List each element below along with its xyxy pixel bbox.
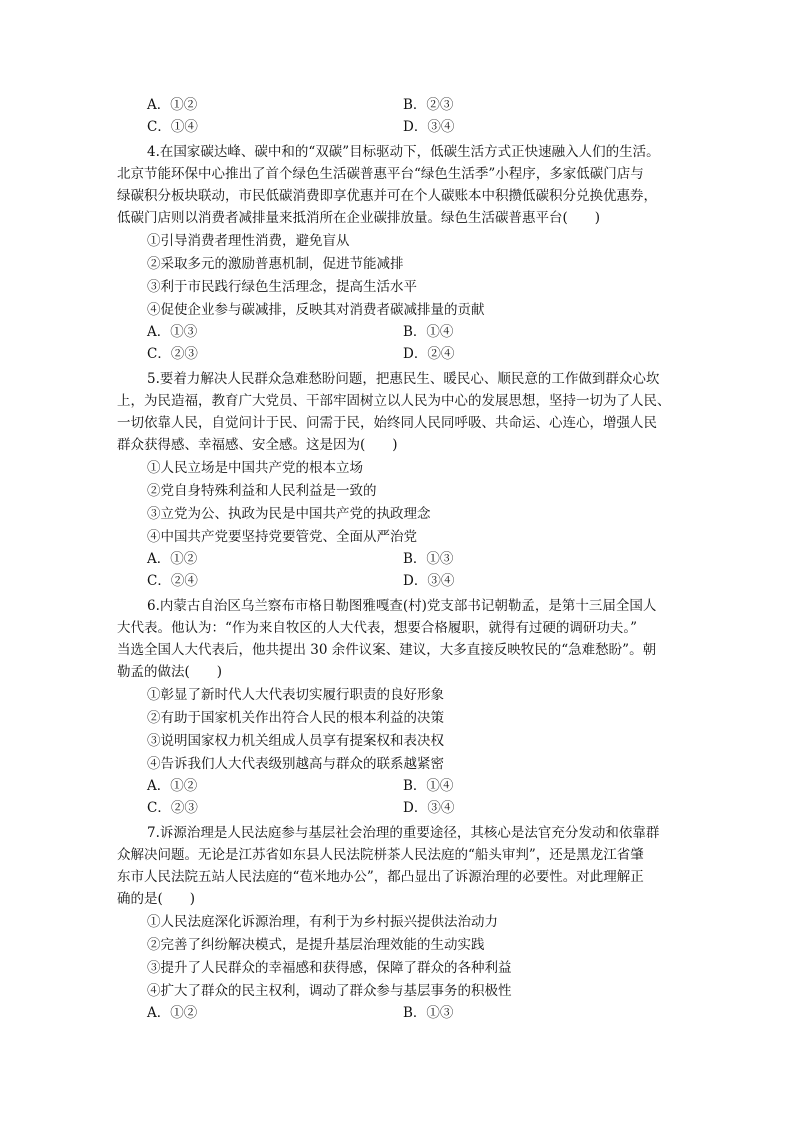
q5-stem-line-2: 上，为民造福，教育广大党员、干部牢固树立以人民为中心的发展思想，坚持一切为了人民、: [117, 393, 671, 409]
q7-option-4: ④扩大了群众的民主权利，调动了群众参与基层事务的积极性: [147, 983, 512, 999]
q6-choice-a: A．①②: [147, 778, 198, 794]
q6-option-2: ②有助于国家机关作出符合人民的根本利益的决策: [147, 710, 444, 726]
q5-option-2: ②党自身特殊利益和人民利益是一致的: [147, 483, 377, 499]
q5-option-4: ④中国共产党要坚持党要管党、全面从严治党: [147, 529, 417, 545]
q7-stem-line-3: 东市人民法院五站人民法庭的“苞米地办公”，都凸显出了诉源治理的必要性。对此理解正: [117, 869, 644, 885]
q7-choice-a: A．①②: [147, 1005, 198, 1021]
q6-choice-c: C．②③: [147, 800, 198, 816]
q6-option-3: ③说明国家权力机关组成人员享有提案权和表决权: [147, 733, 444, 749]
q4-option-3: ③利于市民践行绿色生活理念，提高生活水平: [147, 279, 417, 295]
q5-choice-a: A．①②: [147, 551, 198, 567]
q7-option-1: ①人民法庭深化诉源治理，有利于为乡村振兴提供法治动力: [147, 914, 498, 930]
q7-choice-b: B．①③: [403, 1005, 454, 1021]
q4-choice-a: A．①③: [147, 324, 198, 340]
q5-option-3: ③立党为公、执政为民是中国共产党的执政理念: [147, 506, 431, 522]
q5-option-1: ①人民立场是中国共产党的根本立场: [147, 460, 363, 476]
q6-stem-line-4: 勒孟的做法( ): [117, 664, 223, 680]
q7-stem-line-4: 确的是( ): [117, 891, 196, 907]
q7-stem-line-1: 7.诉源治理是人民法庭参与基层社会治理的重要途径，其核心是法官充分发动和依靠群: [147, 825, 660, 841]
q6-option-4: ④告诉我们人大代表级别越高与群众的联系越紧密: [147, 756, 444, 772]
q6-choice-d: D．③④: [403, 800, 455, 816]
q6-stem-line-1: 6.内蒙古自治区乌兰察布市格日勒图雅嘎查(村)党支部书记朝勒孟，是第十三届全国人: [147, 598, 657, 614]
q4-choice-c: C．②③: [147, 346, 198, 362]
q3-choice-d: D．③④: [403, 119, 455, 135]
q5-choice-c: C．②④: [147, 573, 198, 589]
q7-option-3: ③提升了人民群众的幸福感和获得感，保障了群众的各种利益: [147, 960, 512, 976]
q5-stem-line-3: 一切依靠人民，自觉问计于民、问需于民，始终同人民同呼吸、共命运、心连心，增强人民: [117, 415, 657, 431]
q4-stem-line-2: 北京节能环保中心推出了首个绿色生活碳普惠平台“绿色生活季”小程序，多家低碳门店与: [117, 166, 644, 182]
q3-choice-a: A．①②: [147, 97, 198, 113]
q4-stem-line-1: 4.在国家碳达峰、碳中和的“双碳”目标驱动下，低碳生活方式正快速融入人们的生活。: [147, 144, 660, 160]
q7-option-2: ②完善了纠纷解决模式，是提升基层治理效能的生动实践: [147, 937, 485, 953]
q3-choice-b: B．②③: [403, 97, 454, 113]
q5-choice-b: B．①③: [403, 551, 454, 567]
q5-choice-d: D．③④: [403, 573, 455, 589]
q7-stem-line-2: 众解决问题。无论是江苏省如东县人民法院栟茶人民法庭的“船头审判”，还是黑龙江省肇: [117, 847, 644, 863]
q4-choice-b: B．①④: [403, 324, 454, 340]
q3-choice-c: C．①④: [147, 119, 198, 135]
q4-option-1: ①引导消费者理性消费，避免盲从: [147, 233, 350, 249]
q5-stem-line-1: 5.要着力解决人民群众急难愁盼问题，把惠民生、暖民心、顺民意的工作做到群众心坎: [147, 371, 660, 387]
q6-stem-line-3: 当选全国人大代表后，他共提出 30 余件议案、建议，大多直接反映牧民的“急难愁盼”。朝: [117, 642, 657, 658]
q6-choice-b: B．①④: [403, 778, 454, 794]
q4-option-4: ④促使企业参与碳减排，反映其对消费者碳减排量的贡献: [147, 302, 485, 318]
q6-stem-line-2: 大代表。他认为：“作为来自牧区的人大代表，想要合格履职，就得有过硬的调研功夫。”: [117, 620, 638, 636]
q6-option-1: ①彰显了新时代人大代表切实履行职责的良好形象: [147, 687, 444, 703]
q5-stem-line-4: 群众获得感、幸福感、安全感。这是因为( ): [117, 437, 398, 453]
q4-stem-line-4: 低碳门店则以消费者减排量来抵消所在企业碳排放量。绿色生活碳普惠平台( ): [117, 210, 601, 226]
q4-choice-d: D．②④: [403, 346, 455, 362]
q4-option-2: ②采取多元的激励普惠机制，促进节能减排: [147, 256, 404, 272]
q4-stem-line-3: 绿碳积分板块联动，市民低碳消费即享优惠并可在个人碳账本中积攒低碳积分兑换优惠券，: [117, 188, 657, 204]
